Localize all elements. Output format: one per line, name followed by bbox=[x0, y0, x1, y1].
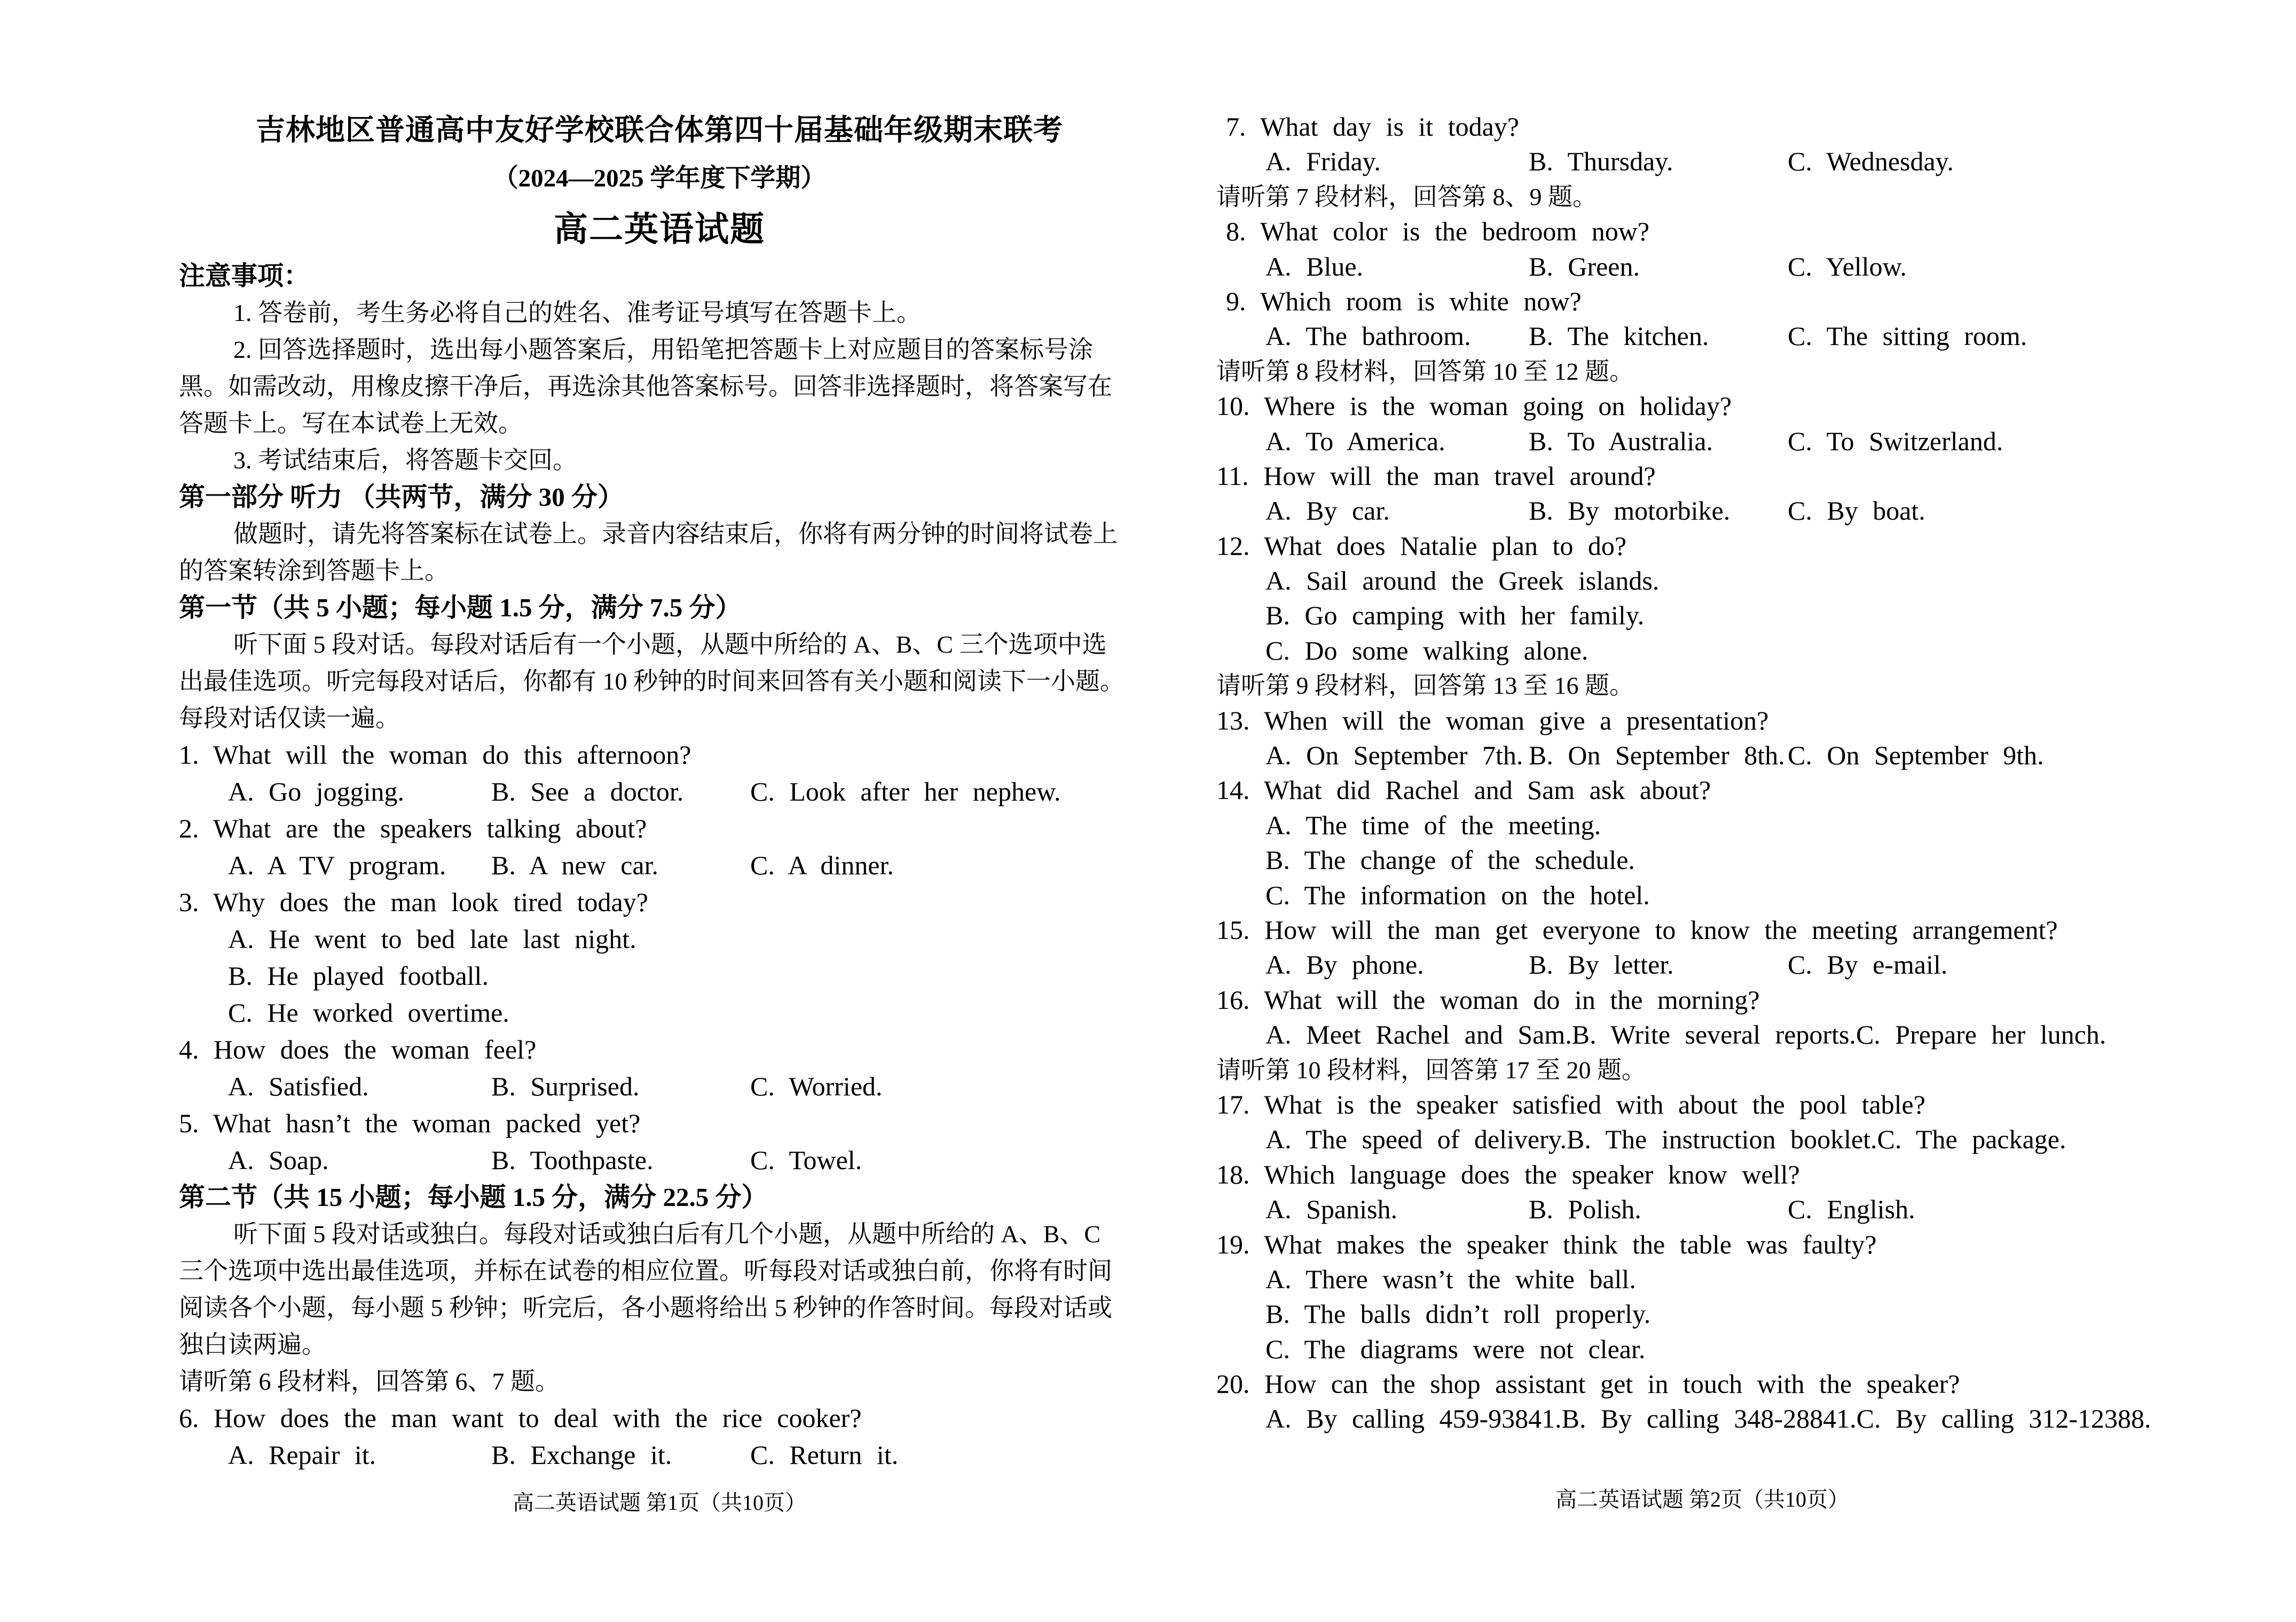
option-b: B. The instruction booklet. bbox=[1567, 1124, 1877, 1155]
options-row bbox=[1216, 1017, 2188, 1052]
option-b: B. See a doctor. bbox=[491, 777, 684, 806]
option-c: C. By calling 312-12388. bbox=[1856, 1404, 2151, 1434]
options-row bbox=[179, 847, 1140, 884]
option-text: C. The information on the hotel. bbox=[1265, 880, 1650, 910]
options-row bbox=[1216, 424, 2188, 459]
option-b: B. Surprised. bbox=[491, 1071, 640, 1101]
option-b: B. Write several reports. bbox=[1571, 1020, 1856, 1050]
page-footer: 高二英语试题 第2页（共10页） bbox=[1555, 1487, 1849, 1511]
option-c: C. Return it. bbox=[750, 1440, 899, 1470]
options-row bbox=[179, 1068, 1140, 1105]
options-row bbox=[1216, 738, 2188, 773]
option-b: B. To Australia. bbox=[1529, 426, 1713, 456]
option-text: B. The change of the schedule. bbox=[1265, 845, 1635, 875]
instruction-line: 每段对话仅读一遍。 bbox=[179, 704, 400, 732]
option-text: A. There wasn’t the white ball. bbox=[1265, 1264, 1636, 1294]
option-b: B. By calling 348-28841. bbox=[1561, 1404, 1857, 1434]
instruction-line: 阅读各个小题，每小题 5 秒钟；听完后，各小题将给出 5 秒钟的作答时间。每段对话或 bbox=[179, 1294, 1112, 1321]
option-a: A. By calling 459-93841. bbox=[1265, 1404, 1562, 1434]
page-1-lines bbox=[179, 257, 1140, 1474]
section-heading: 第一节（共 5 小题；每小题 1.5 分，满分 7.5 分） bbox=[179, 593, 742, 622]
options-row bbox=[1216, 947, 2188, 982]
options-row bbox=[179, 1437, 1140, 1474]
instruction-line: 独白读两遍。 bbox=[179, 1331, 326, 1358]
page-2 bbox=[1148, 0, 2296, 1622]
question-text: 15. How will the man get everyone to know the meeting arrangement? bbox=[1216, 914, 2058, 945]
option-a: A. Spanish. bbox=[1265, 1194, 1397, 1225]
option-text: A. Sail around the Greek islands. bbox=[1265, 566, 1660, 596]
option-b: B. Polish. bbox=[1529, 1194, 1641, 1225]
question-text: 9. Which room is white now? bbox=[1226, 286, 1582, 316]
instruction-line: 2. 回答选择题时，选出每小题答案后，用铅笔把答题卡上对应题目的答案标号涂 bbox=[233, 336, 1093, 363]
question-text: 2. What are the speakers talking about? bbox=[179, 813, 647, 843]
exam-title-line-2: （2024—2025 学年度下学期） bbox=[493, 164, 826, 192]
question-text: 16. What will the woman do in the morning? bbox=[1216, 984, 1760, 1015]
options-row bbox=[1216, 1122, 2188, 1157]
question-text: 6. How does the man want to deal with the rice cooker? bbox=[179, 1403, 862, 1433]
option-text: B. The balls didn’t roll properly. bbox=[1265, 1299, 1651, 1329]
option-c: C. The package. bbox=[1877, 1124, 2066, 1155]
option-b: B. Thursday. bbox=[1529, 146, 1673, 177]
page-1-content bbox=[179, 106, 1140, 1474]
option-c: C. On September 9th. bbox=[1788, 740, 2044, 771]
options-row bbox=[179, 773, 1140, 810]
instruction-line: 出最佳选项。听完每段对话后，你都有 10 秒钟的时间来回答有关小题和阅读下一小题。 bbox=[179, 668, 1125, 695]
option-text: A. He went to bed late last night. bbox=[228, 924, 636, 954]
option-a: A. A TV program. bbox=[228, 850, 446, 880]
option-c: C. English. bbox=[1788, 1194, 1915, 1225]
option-c: C. Look after her nephew. bbox=[750, 777, 1061, 806]
listening-cue: 请听第 9 段材料，回答第 13 至 16 题。 bbox=[1216, 672, 1634, 700]
option-c: C. By e-mail. bbox=[1788, 950, 1948, 980]
option-a: A. Blue. bbox=[1265, 251, 1364, 281]
options-row bbox=[1216, 1192, 2188, 1227]
question-text: 3. Why does the man look tired today? bbox=[179, 887, 648, 917]
instruction-line: 答题卡上。写在本试卷上无效。 bbox=[179, 410, 523, 437]
page-2-content bbox=[1216, 109, 2188, 1437]
options-row bbox=[1216, 319, 2188, 354]
instruction-line: 三个选项中选出最佳选项，并标在试卷的相应位置。听每段对话或独白前，你将有时间 bbox=[179, 1257, 1112, 1284]
option-a: A. Soap. bbox=[228, 1145, 329, 1175]
instruction-line: 的答案转涂到答题卡上。 bbox=[179, 557, 449, 584]
options-row bbox=[1216, 493, 2188, 528]
exam-title-line-1: 吉林地区普通高中友好学校联合体第四十届基础年级期末联考 bbox=[255, 114, 1063, 146]
question-text: 12. What does Natalie plan to do? bbox=[1216, 530, 1627, 561]
option-a: A. Meet Rachel and Sam. bbox=[1265, 1020, 1572, 1050]
instruction-line: 听下面 5 段对话或独白。每段对话或独白后有几个小题，从题中所给的 A、B、C bbox=[233, 1220, 1101, 1248]
question-text: 1. What will the woman do this afternoon? bbox=[179, 740, 691, 770]
page-2-lines bbox=[1216, 109, 2188, 1437]
option-c: C. The sitting room. bbox=[1788, 321, 2027, 351]
option-a: A. The speed of delivery. bbox=[1265, 1124, 1567, 1155]
option-c: C. Prepare her lunch. bbox=[1855, 1020, 2106, 1050]
option-c: C. A dinner. bbox=[750, 850, 894, 880]
section-heading: 第一部分 听力 （共两节，满分 30 分） bbox=[179, 482, 624, 512]
option-b: B. By letter. bbox=[1529, 950, 1674, 980]
option-text: C. He worked overtime. bbox=[228, 998, 509, 1028]
instruction-line: 1. 答卷前，考生务必将自己的姓名、准考证号填写在答题卡上。 bbox=[233, 299, 921, 326]
option-c: C. To Switzerland. bbox=[1788, 426, 2003, 456]
section-heading: 注意事项： bbox=[179, 261, 310, 291]
question-text: 10. Where is the woman going on holiday? bbox=[1216, 391, 1732, 421]
options-row bbox=[1216, 249, 2188, 284]
listening-cue: 请听第 10 段材料，回答第 17 至 20 题。 bbox=[1216, 1056, 1646, 1084]
question-text: 13. When will the woman give a presentation? bbox=[1216, 705, 1769, 735]
option-b: B. A new car. bbox=[491, 850, 659, 880]
instruction-line: 做题时，请先将答案标在试卷上。录音内容结束后，你将有两分钟的时间将试卷上 bbox=[233, 520, 1118, 547]
question-text: 20. How can the shop assistant get in touch with the speaker? bbox=[1216, 1369, 1960, 1399]
question-text: 18. Which language does the speaker know well? bbox=[1216, 1159, 1800, 1189]
instruction-line: 听下面 5 段对话。每段对话后有一个小题，从题中所给的 A、B、C 三个选项中选 bbox=[233, 631, 1107, 658]
instruction-line: 3. 考试结束后，将答题卡交回。 bbox=[233, 446, 577, 474]
instruction-line: 黑。如需改动，用橡皮擦干净后，再选涂其他答案标号。回答非选择题时，将答案写在 bbox=[179, 373, 1112, 400]
option-text: C. The diagrams were not clear. bbox=[1265, 1334, 1646, 1364]
question-text: 4. How does the woman feel? bbox=[179, 1035, 537, 1064]
option-c: C. Yellow. bbox=[1788, 251, 1907, 281]
question-text: 5. What hasn’t the woman packed yet? bbox=[179, 1108, 641, 1138]
option-a: A. Repair it. bbox=[228, 1440, 376, 1470]
options-row bbox=[1216, 144, 2188, 179]
options-row bbox=[1216, 1401, 2188, 1436]
option-a: A. The bathroom. bbox=[1265, 321, 1471, 351]
option-c: C. By boat. bbox=[1788, 496, 1925, 526]
option-c: C. Worried. bbox=[750, 1071, 883, 1101]
question-text: 19. What makes the speaker think the table was faulty? bbox=[1216, 1229, 1877, 1259]
page-footer: 高二英语试题 第1页（共10页） bbox=[513, 1491, 806, 1515]
option-text: A. The time of the meeting. bbox=[1265, 810, 1601, 840]
option-b: B. Toothpaste. bbox=[491, 1145, 654, 1175]
option-a: A. To America. bbox=[1265, 426, 1445, 456]
listening-cue: 请听第 6 段材料，回答第 6、7 题。 bbox=[179, 1368, 560, 1395]
section-heading: 第二节（共 15 小题；每小题 1.5 分，满分 22.5 分） bbox=[179, 1182, 768, 1212]
option-a: A. Friday. bbox=[1265, 146, 1381, 177]
question-text: 7. What day is it today? bbox=[1226, 112, 1519, 142]
option-a: A. By car. bbox=[1265, 496, 1390, 526]
option-b: B. By motorbike. bbox=[1529, 496, 1731, 526]
question-text: 17. What is the speaker satisfied with about the pool table? bbox=[1216, 1089, 1925, 1119]
option-a: A. Go jogging. bbox=[228, 777, 404, 806]
option-b: B. On September 8th. bbox=[1529, 740, 1785, 771]
option-b: B. The kitchen. bbox=[1529, 321, 1709, 351]
exam-title-line-3: 高二英语试题 bbox=[554, 210, 765, 248]
option-c: C. Towel. bbox=[750, 1145, 862, 1175]
option-text: B. Go camping with her family. bbox=[1265, 600, 1645, 631]
question-text: 8. What color is the bedroom now? bbox=[1226, 216, 1650, 247]
option-text: C. Do some walking alone. bbox=[1265, 635, 1589, 665]
option-a: A. Satisfied. bbox=[228, 1071, 369, 1101]
option-a: A. On September 7th. bbox=[1265, 740, 1523, 771]
question-text: 14. What did Rachel and Sam ask about? bbox=[1216, 775, 1711, 805]
listening-cue: 请听第 7 段材料，回答第 8、9 题。 bbox=[1216, 183, 1597, 210]
option-b: B. Green. bbox=[1529, 251, 1640, 281]
question-text: 11. How will the man travel around? bbox=[1216, 460, 1656, 491]
option-text: B. He played football. bbox=[228, 961, 489, 991]
options-row bbox=[179, 1142, 1140, 1179]
option-a: A. By phone. bbox=[1265, 950, 1424, 980]
option-c: C. Wednesday. bbox=[1788, 146, 1954, 177]
listening-cue: 请听第 8 段材料，回答第 10 至 12 题。 bbox=[1216, 357, 1634, 385]
option-b: B. Exchange it. bbox=[491, 1440, 672, 1470]
